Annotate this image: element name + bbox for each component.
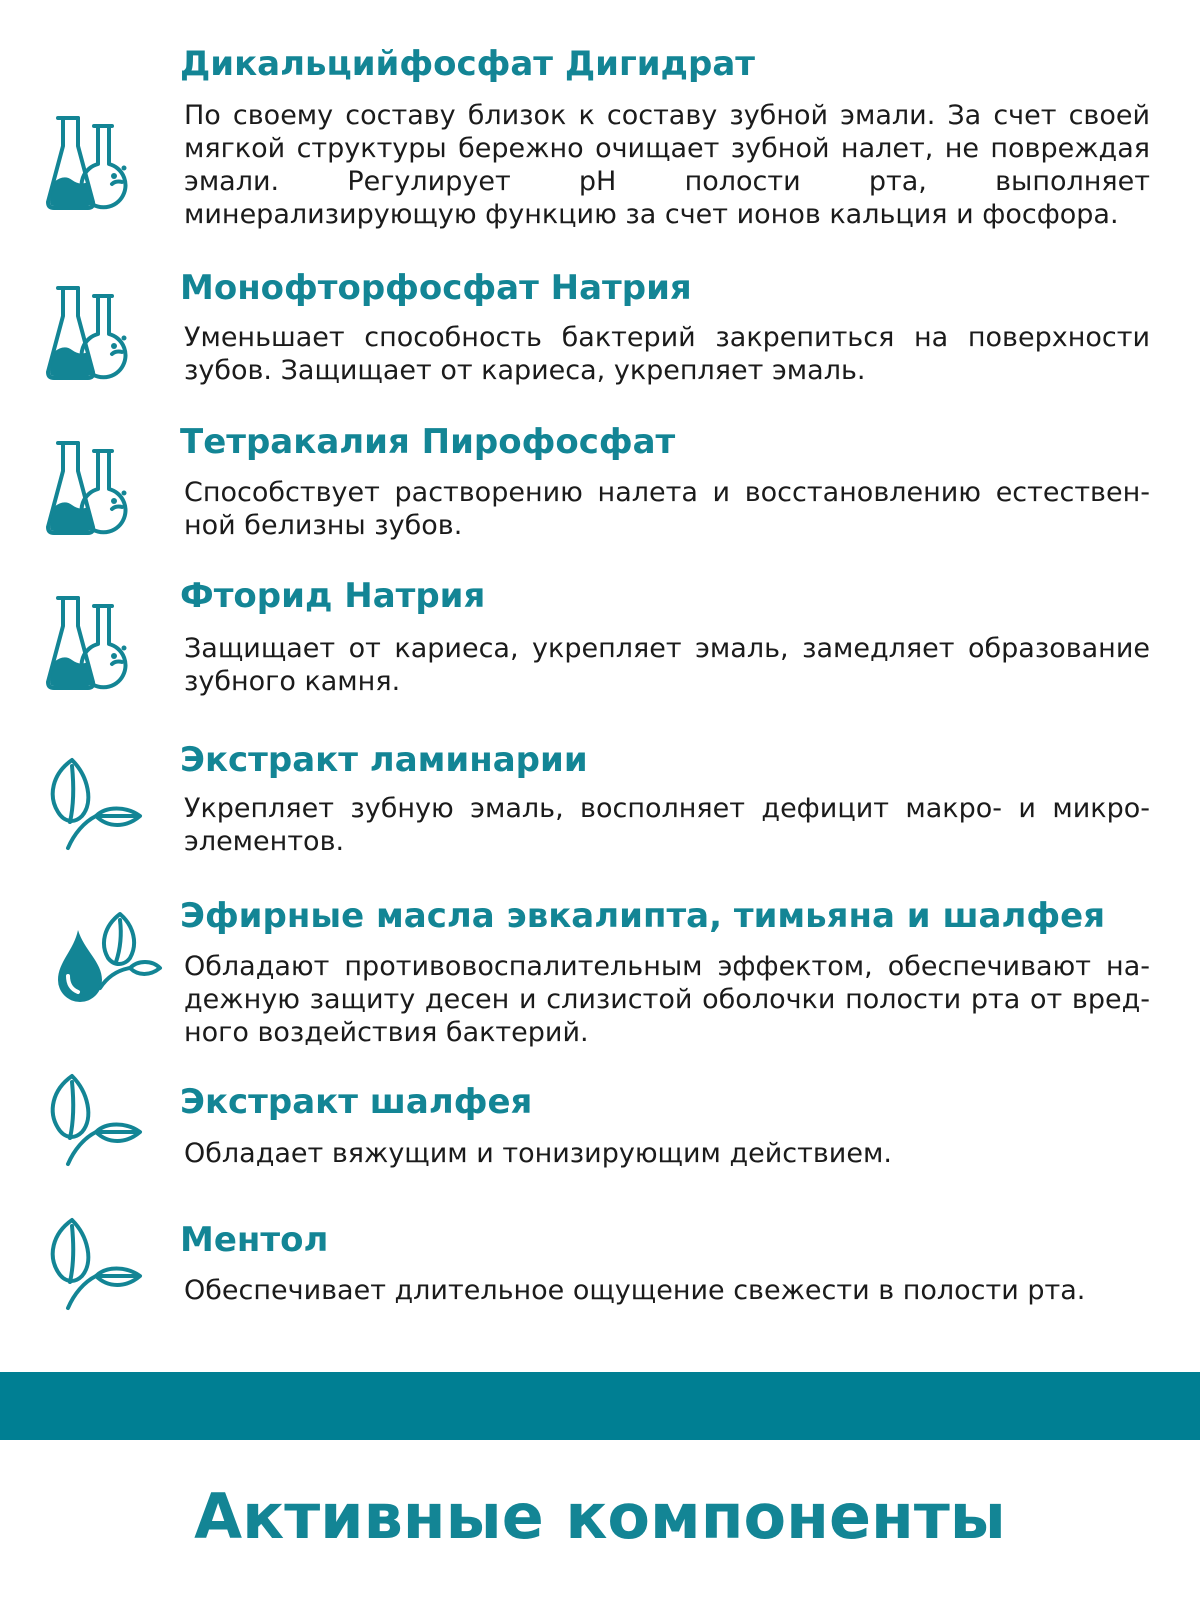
- ingredient-title: Ментол: [180, 1220, 329, 1260]
- flask-icon: [44, 112, 144, 212]
- flask-icon: [44, 437, 144, 537]
- flask-icon: [44, 282, 144, 382]
- ingredient-description: Обладают противовоспалительным эффектом, обеспечивают надежную защиту десен и слизистой оболочки полости рта от вредного воздействия бактерий.: [184, 951, 1150, 1048]
- ingredient-title: Тетракалия Пирофосфат: [180, 422, 676, 462]
- ingredient-title: Эфирные масла эвкалипта, тимьяна и шалфея: [180, 896, 1106, 936]
- flask-icon: [44, 592, 144, 692]
- accent-band: [0, 1372, 1200, 1440]
- drop-leaf-icon: [44, 910, 164, 1010]
- leaf-icon: [44, 756, 144, 856]
- ingredient-description: Обеспечивает длительное ощущение свежести в полости рта.: [184, 1275, 1086, 1306]
- ingredient-description: Уменьшает способность бактерий закрепиться на поверхности зубов. Защищает от кариеса, укрепляет эмаль.: [184, 322, 1150, 386]
- ingredient-description: Защищает от кариеса, укрепляет эмаль, замедляет образование зубного камня.: [184, 633, 1150, 697]
- leaf-icon: [44, 1072, 144, 1172]
- ingredient-title: Экстракт ламинарии: [180, 740, 588, 780]
- ingredient-title: Экстракт шалфея: [180, 1082, 533, 1122]
- ingredient-description: Способствует растворению налета и восстановлению естественной белизны зубов.: [184, 477, 1150, 541]
- ingredient-description: Обладает вяжущим и тонизирующим действием.: [184, 1138, 892, 1169]
- ingredient-title: Монофторфосфат Натрия: [180, 268, 692, 308]
- ingredient-description: Укрепляет зубную эмаль, восполняет дефицит макро- и микроэлементов.: [184, 793, 1150, 857]
- leaf-icon: [44, 1216, 144, 1316]
- ingredient-title: Фторид Натрия: [180, 576, 486, 616]
- ingredient-description: По своему составу близок к составу зубной эмали. За счет своей мягкой структуры бережно очищает зубной налет, не повреждая эмали. Регулирует рН полости рта, выполняет минерализирующую функцию за счет ионов кальция и фосфора.: [184, 100, 1150, 230]
- page-title: Активные компоненты: [194, 1480, 1006, 1553]
- ingredient-title: Дикальцийфосфат Дигидрат: [180, 44, 755, 84]
